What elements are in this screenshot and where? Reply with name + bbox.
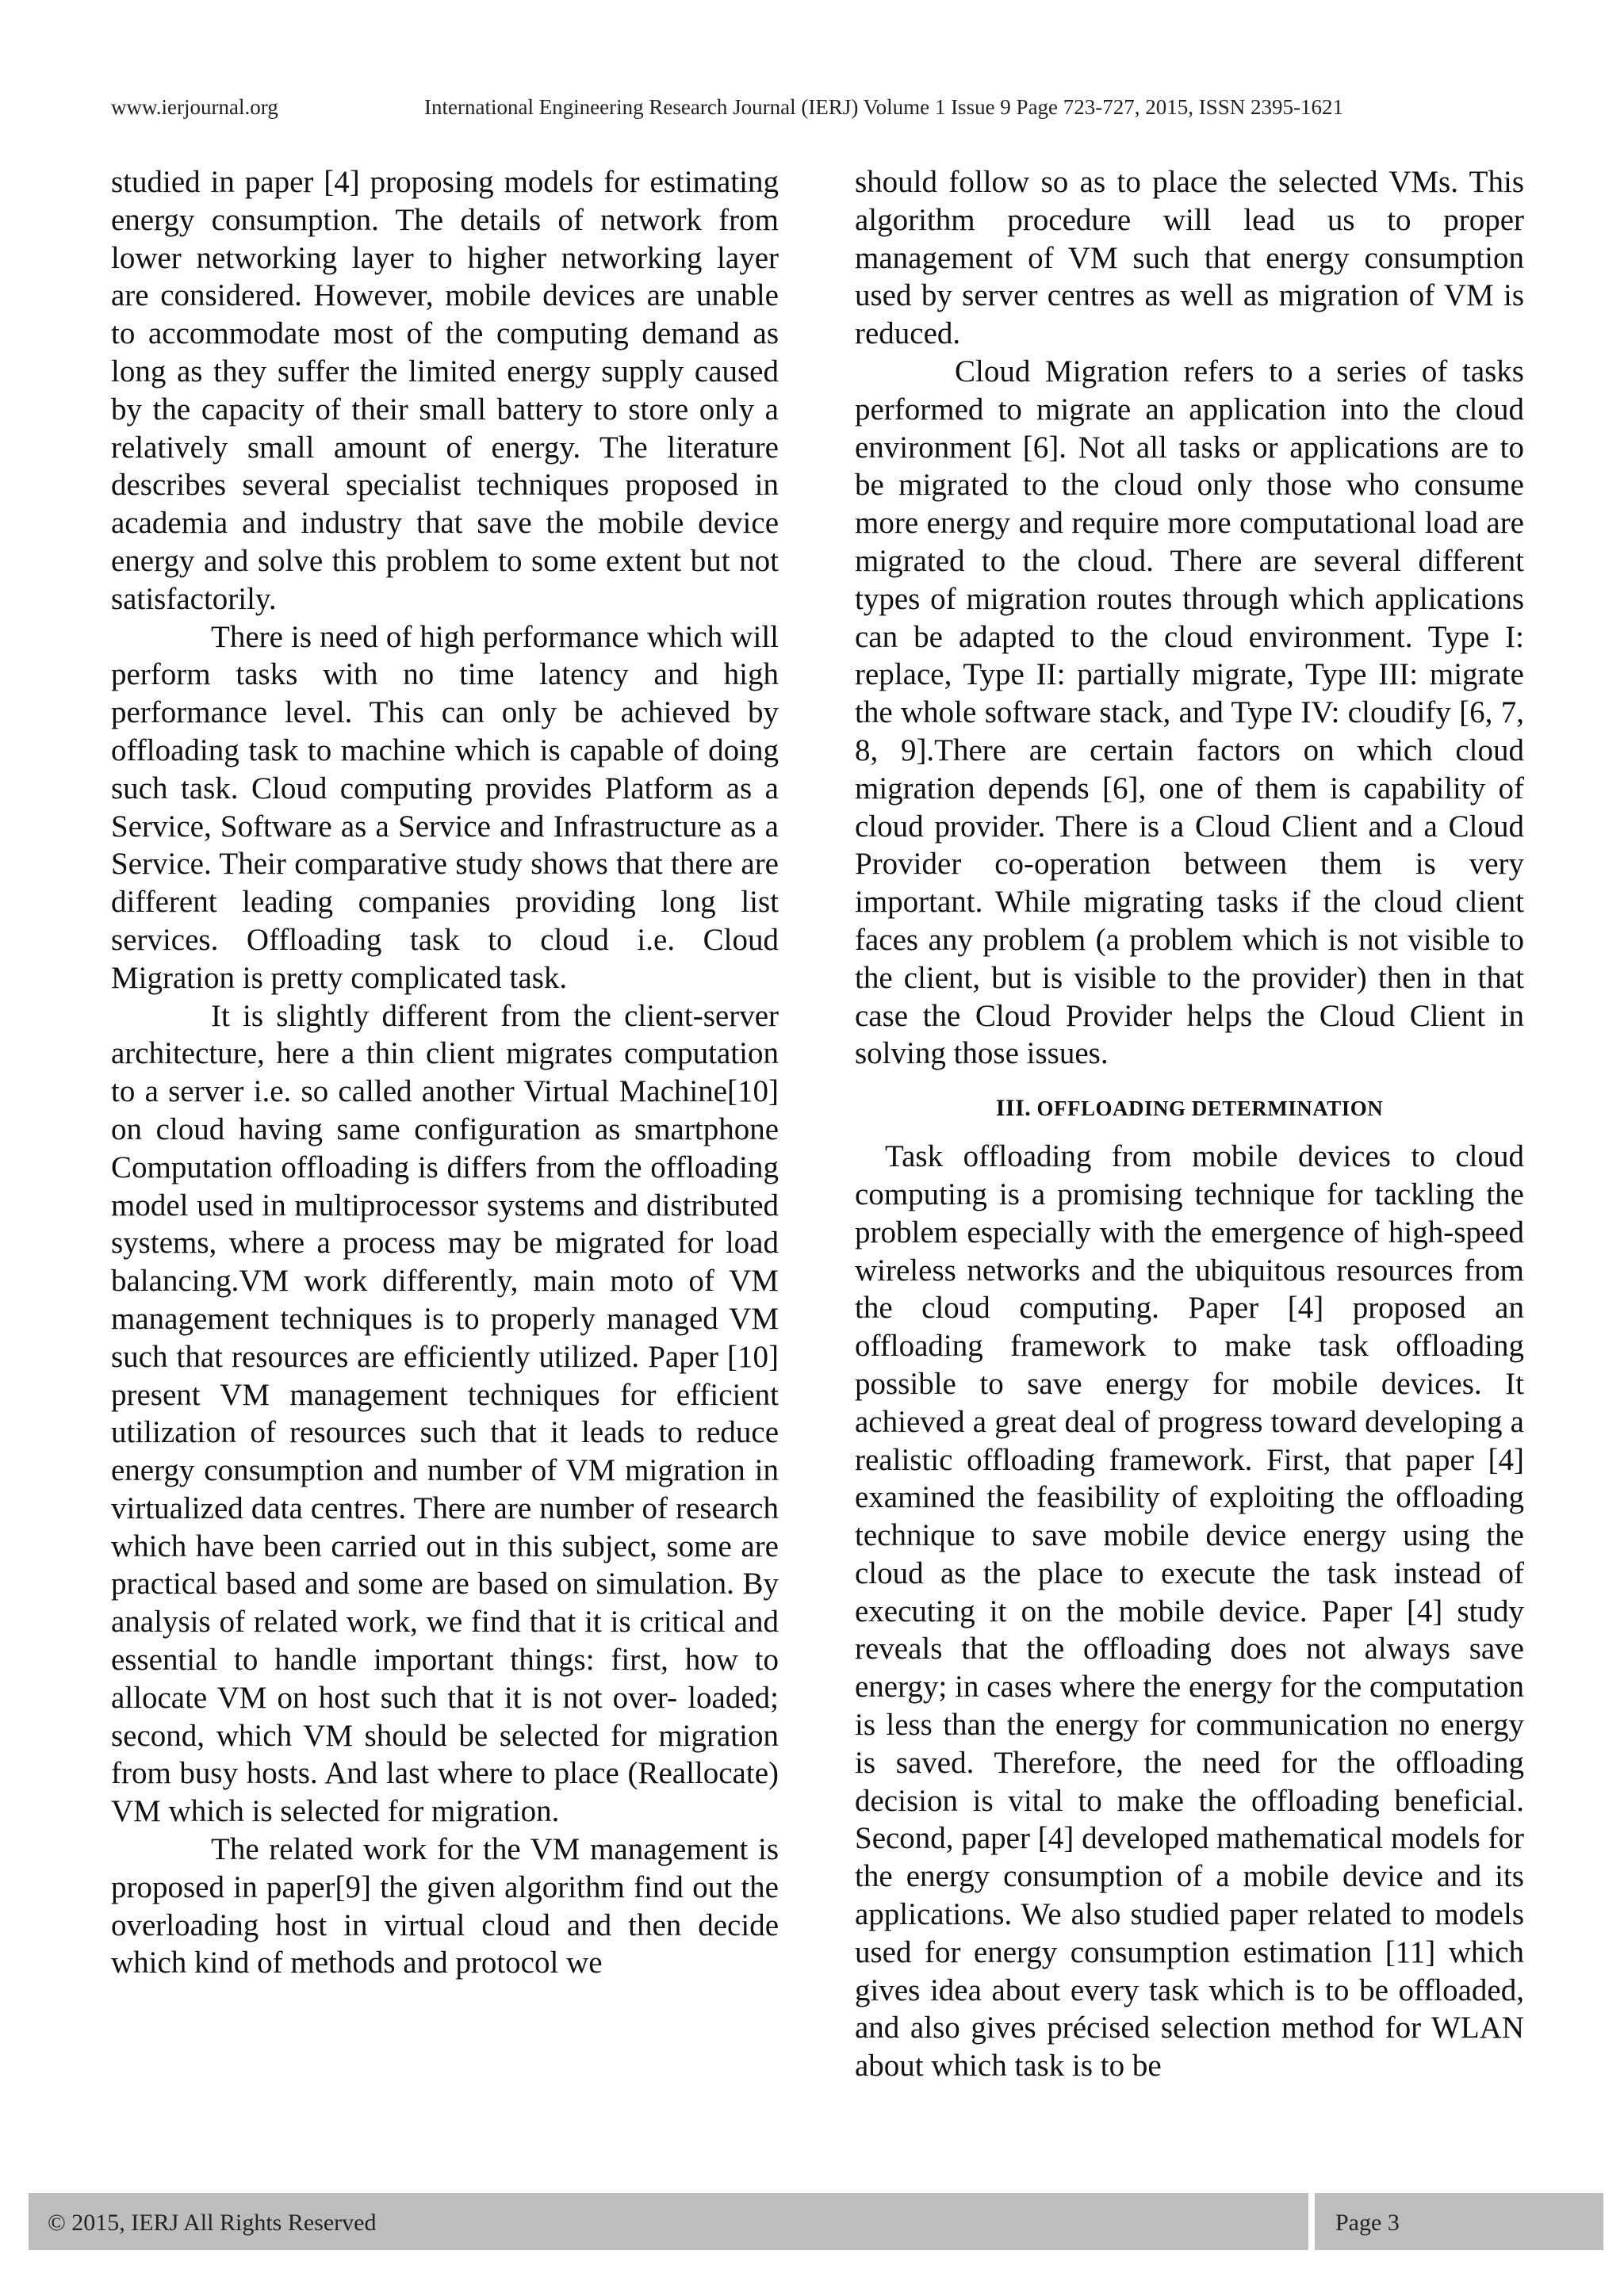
copyright-text: © 2015, IERJ All Rights Reserved <box>48 2210 377 2236</box>
paragraph: There is need of high performance which will perform tasks with no time latency and high performance level. This can only be achieved by offloading task to machine which is capable of doing such task. Cloud computing provides Platform as a Service, Software as a Service and Infrastructure as a Service. Their comparative study shows that there are different leading companies providing long list services. Offloading task to cloud i.e. Cloud Migration is pretty complicated task. <box>111 619 779 995</box>
footer-page-bar <box>1315 2193 1603 2250</box>
paragraph: Cloud Migration refers to a series of tasks performed to migrate an application into the cloud environment [6]. Not all tasks or applications are to be migrated to the cloud only those who consume more energy and require more computational load are migrated to the cloud. There are several different types of migration routes through which applications can be adapted to the cloud environment. Type I: replace, Type II: partially migrate, Type III: migrate the whole software stack, and Type IV: cloudify [6, 7, 8, 9].There are certain factors on which cloud migration depends [6], one of them is capability of cloud provider. There is a Cloud Client and a Cloud Provider co-operation between them is very important. While migrating tasks if the cloud client faces any problem (a problem which is not visible to the client, but is visible to the provider) then in that case the Cloud Provider helps the Cloud Client in solving those issues. <box>855 354 1524 1071</box>
paragraph: It is slightly different from the client-server architecture, here a thin client migrates computation to a server i.e. so called another Virtual Machine[10] on cloud having same configuration as smartphone Computation offloading is differs from the offloading model used in multiprocessor systems and distributed systems, where a process may be migrated for load balancing.VM work differently, main moto of VM management techniques is to properly managed VM such that resources are efficiently utilized. Paper [10] present VM management techniques for efficient utilization of resources such that it leads to reduce energy consumption and number of VM migration in virtualized data centres. There are number of research which have been carried out in this subject, some are practical based and some are based on simulation. By analysis of related work, we find that it is critical and essential to handle important things: first, how to allocate VM on host such that it is not over- loaded; second, which VM should be selected for migration from busy hosts. And last where to place (Reallocate) VM which is selected for migration. <box>111 998 779 1829</box>
left-column <box>111 163 779 1982</box>
right-column <box>855 163 1524 2085</box>
section-number: III. <box>995 1095 1032 1122</box>
paragraph: The related work for the VM management is proposed in paper[9] the given algorithm find out the overloading host in virtual cloud and then decide which kind of methods and protocol we <box>111 1832 779 1980</box>
paragraph: studied in paper [4] proposing models for estimating energy consumption. The details of network from lower networking layer to higher networking layer are considered. However, mobile devices are unable to accommodate most of the computing demand as long as they suffer the limited energy supply caused by the capacity of their small battery to store only a relatively small amount of energy. The literature describes several specialist techniques proposed in academia and industry that save the mobile device energy and solve this problem to some extent but not satisfactorily. <box>111 165 779 616</box>
journal-citation: International Engineering Research Journal (IERJ) Volume 1 Issue 9 Page 723-727, 2015, ISSN 2395-1621 <box>424 95 1344 119</box>
section-heading <box>855 1096 1524 1120</box>
journal-website: www.ierjournal.org <box>111 95 278 119</box>
page-header <box>111 95 1522 127</box>
paragraph: Task offloading from mobile devices to cloud computing is a promising technique for tackling the problem especially with the emergence of high-speed wireless networks and the ubiquitous resources from the cloud computing. Paper [4] proposed an offloading framework to make task offloading possible to save energy for mobile devices. It achieved a great deal of progress toward developing a realistic offloading framework. First, that paper [4] examined the feasibility of exploiting the offloading technique to save mobile device energy using the cloud as the place to execute the task instead of executing it on the mobile device. Paper [4] study reveals that the offloading does not always save energy; in cases where the energy for the computation is less than the energy for communication no energy is saved. Therefore, the need for the offloading decision is vital to make the offloading beneficial. Second, paper [4] developed mathematical models for the energy consumption of a mobile device and its applications. We also studied paper related to models used for energy consumption estimation [11] which gives idea about every task which is to be offloaded, and also gives précised selection method for WLAN about which task is to be <box>855 1139 1524 2084</box>
section-title: OFFLOADING DETERMINATION <box>1036 1096 1384 1121</box>
paragraph: should follow so as to place the selected VMs. This algorithm procedure will lead us to proper management of VM such that energy consumption used by server centres as well as migration of VM is reduced. <box>855 165 1524 351</box>
page-number: Page 3 <box>1335 2210 1400 2236</box>
footer-copyright-bar <box>29 2193 1308 2250</box>
